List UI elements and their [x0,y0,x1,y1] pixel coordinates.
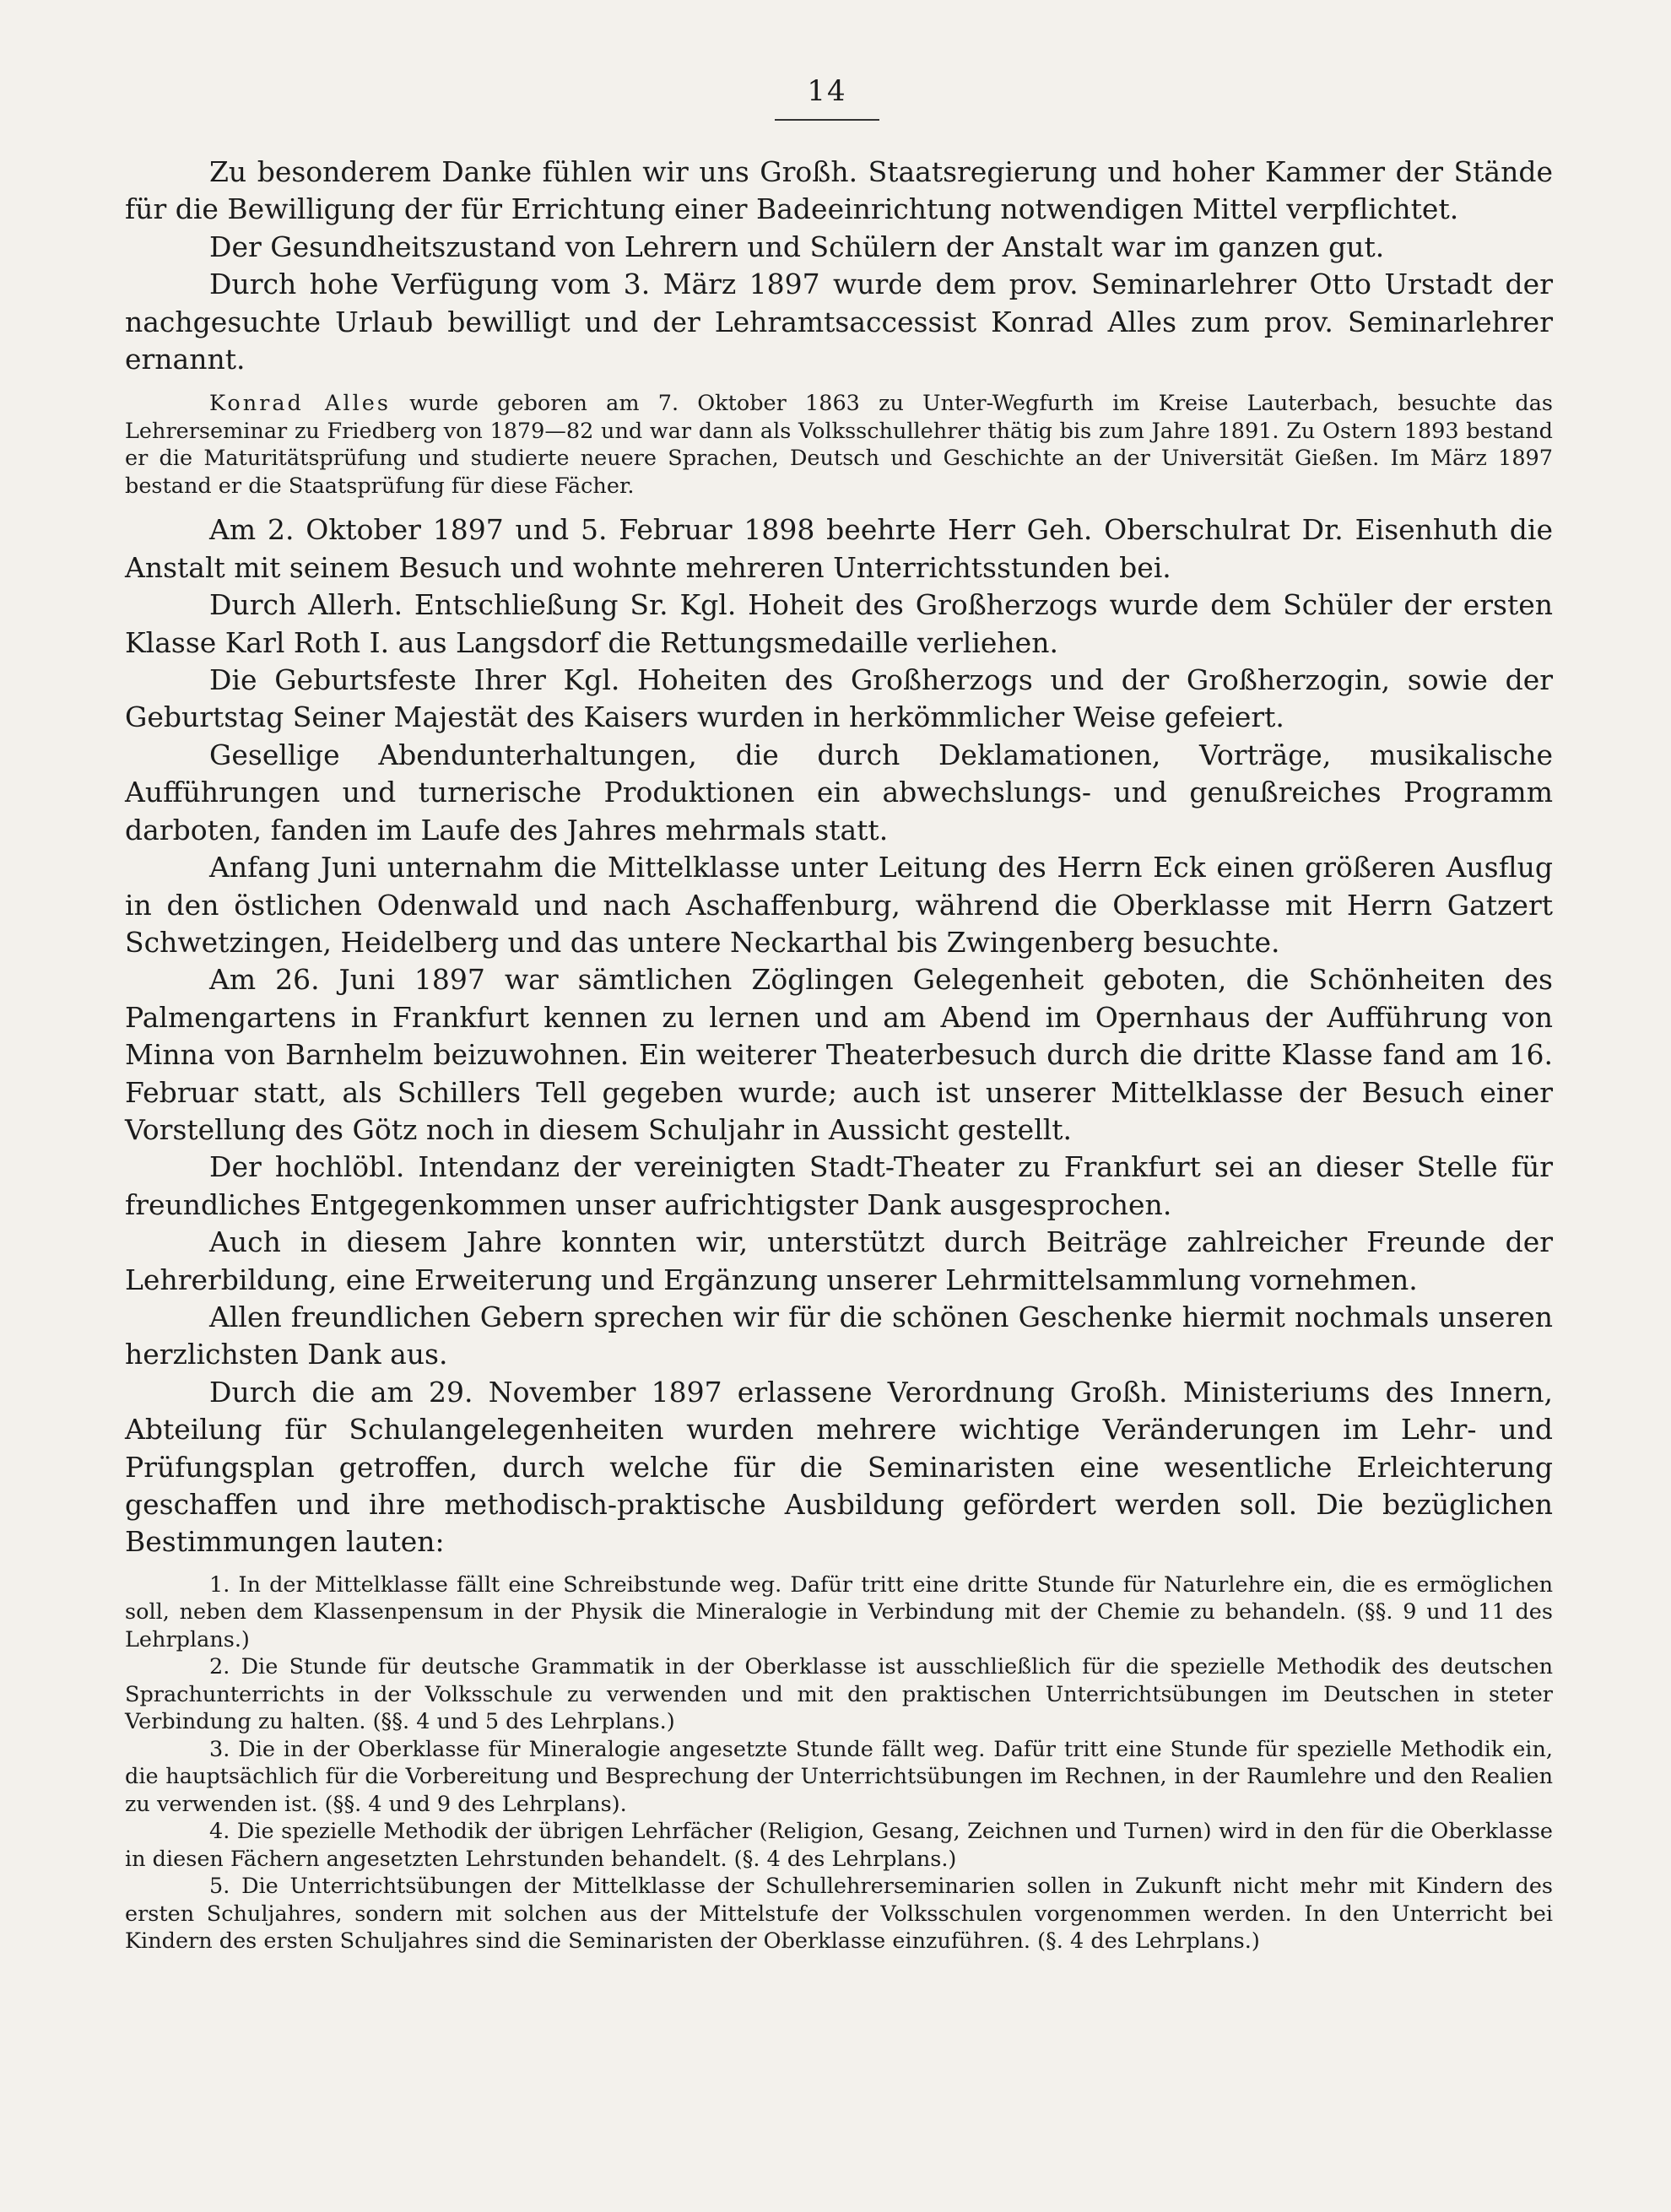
paragraph: Allen freundlichen Gebern sprechen wir für die schönen Geschenke hiermit nochmals unseren herzlichsten Dank aus. [125,1300,1553,1371]
footnote [125,390,1553,500]
regulation-item [125,1818,1553,1873]
paragraph: Auch in diesem Jahre konnten wir, unterstützt durch Beiträge zahlreicher Freunde der Lehrerbildung, eine Erweiterung und Ergänzung unserer Lehrmittelsammlung vornehmen. [125,1225,1553,1296]
regulation-text: 4. Die spezielle Methodik der übrigen Lehrfächer (Religion, Gesang, Zeichnen und Turnen) wird in den für die Oberklasse in diesen Fächern angesetzten Lehrstunden behandelt. (§. 4 des Lehrplans.) [125,1819,1553,1872]
paragraph: Die Geburtsfeste Ihrer Kgl. Hoheiten des Großherzogs und der Großherzogin, sowie der Geburtstag Seiner Majestät des Kaisers wurden in herkömmlicher Weise gefeiert. [125,663,1553,734]
regulation-text: 1. In der Mittelklasse fällt eine Schreibstunde weg. Dafür tritt eine dritte Stunde für Naturlehre ein, die es ermöglichen soll, neben dem Klassenpensum in der Physik die Mineralogie in Verbindung mit der Chemie zu behandeln. (§§. 9 und 11 des Lehrplans.) [125,1571,1553,1652]
paragraph: Der hochlöbl. Intendanz der vereinigten Stadt-Theater zu Frankfurt sei an dieser Stelle für freundliches Entgegenkommen unser aufrichtigster Dank ausgesprochen. [125,1150,1553,1221]
paragraph: Zu besonderem Danke fühlen wir uns Großh. Staatsregierung und hoher Kammer der Stände für die Bewilligung der für Errichtung einer Badeeinrichtung notwendigen Mittel verpflichtet. [125,155,1553,226]
regulation-item [125,1571,1553,1654]
paragraph: Am 2. Oktober 1897 und 5. Februar 1898 beehrte Herr Geh. Oberschulrat Dr. Eisenhuth die Anstalt mit seinem Besuch und wohnte mehreren Unterrichtsstunden bei. [125,513,1553,584]
regulation-text: 5. Die Unterrichtsübungen der Mittelklasse der Schullehrerseminarien sollen in Zukunft nicht mehr mit Kindern des ersten Schuljahres, sondern mit solchen aus der Mittelstufe der Volksschulen vorgenommen werden. In den Unterricht bei Kindern des ersten Schuljahres sind die Seminaristen der Oberklasse einzuführen. (§. 4 des Lehrplans.) [125,1874,1553,1955]
footnote-name: Konrad Alles [209,391,391,417]
regulation-item [125,1653,1553,1736]
footnote-body: wurde geboren am 7. Oktober 1863 zu Unter-Wegfurth im Kreise Lauterbach, besuchte das Lehrerseminar zu Friedberg von 1879—82 und war dann als Volksschullehrer thätig bis zum Jahre 1891. Zu Ostern 1893 bestand er die Maturitätsprüfung und studierte neuere Sprachen, Deutsch und Geschichte an der Universität Gießen. Im März 1897 bestand er die Staatsprüfung für diese Fächer. [125,391,1553,499]
regulation-item [125,1736,1553,1819]
regulation-item [125,1873,1553,1955]
paragraph: Durch hohe Verfügung vom 3. März 1897 wurde dem prov. Seminarlehrer Otto Urstadt der nachgesuchte Urlaub bewilligt und der Lehramtsaccessist Konrad Alles zum prov. Seminarlehrer ernannt. [125,268,1553,376]
paragraph: Der Gesundheitszustand von Lehrern und Schülern der Anstalt war im ganzen gut. [209,230,1385,263]
page-number-rule [775,119,879,121]
footnote-text [125,390,1553,500]
regulation-text: 3. Die in der Oberklasse für Mineralogie angesetzte Stunde fällt weg. Dafür tritt eine Stunde für spezielle Methodik ein, die hauptsächlich für die Vorbereitung und Besprechung der Unterrichtsübungen im Rechnen, in der Raumlehre und den Realien zu verwenden ist. (§§. 4 und 9 des Lehrplans). [125,1736,1553,1817]
regulation-text: 2. Die Stunde für deutsche Grammatik in der Oberklasse ist ausschließlich für die spezielle Methodik des deutschen Sprachunterrichts in der Volksschule zu verwenden und mit den praktischen Unterrichtsübungen im Deutschen in steter Verbindung zu halten. (§§. 4 und 5 des Lehrplans.) [125,1654,1553,1735]
paragraph: Anfang Juni unternahm die Mittelklasse unter Leitung des Herrn Eck einen größeren Ausflug in den östlichen Odenwald und nach Aschaffenburg, während die Oberklasse mit Herrn Gatzert Schwetzingen, Heidelberg und das untere Neckarthal bis Zwingenberg besuchte. [125,851,1553,959]
paragraph: Durch Allerh. Entschließung Sr. Kgl. Hoheit des Großherzogs wurde dem Schüler der ersten Klasse Karl Roth I. aus Langsdorf die Rettungsmedaille verliehen. [125,588,1553,659]
paragraph: Gesellige Abendunterhaltungen, die durch Deklamationen, Vorträge, musikalische Aufführungen und turnerische Produktionen ein abwechslungs- und genußreiches Programm darboten, fanden im Laufe des Jahres mehrmals statt. [125,738,1553,846]
paragraph: Am 26. Juni 1897 war sämtlichen Zöglingen Gelegenheit geboten, die Schönheiten des Palmengartens in Frankfurt kennen zu lernen und am Abend im Opernhaus der Aufführung von Minna von Barnhelm beizuwohnen. Ein weiterer Theaterbesuch durch die dritte Klasse fand am 16. Februar statt, als Schillers Tell gegeben wurde; auch ist unserer Mittelklasse der Besuch einer Vorstellung des Götz noch in diesem Schuljahr in Aussicht gestellt. [125,963,1553,1146]
document-body [125,154,1553,1955]
regulation-list [125,1571,1553,1955]
page-number: 14 [807,74,847,108]
paragraph: Durch die am 29. November 1897 erlassene Verordnung Großh. Ministeriums des Innern, Abteilung für Schulangelegenheiten wurden mehrere wichtige Veränderungen im Lehr- und Prüfungsplan getroffen, durch welche für die Seminaristen eine wesentliche Erleichterung geschaffen und ihre methodisch-praktische Ausbildung gefördert werden soll. Die bezüglichen Bestimmungen lauten: [125,1375,1553,1559]
